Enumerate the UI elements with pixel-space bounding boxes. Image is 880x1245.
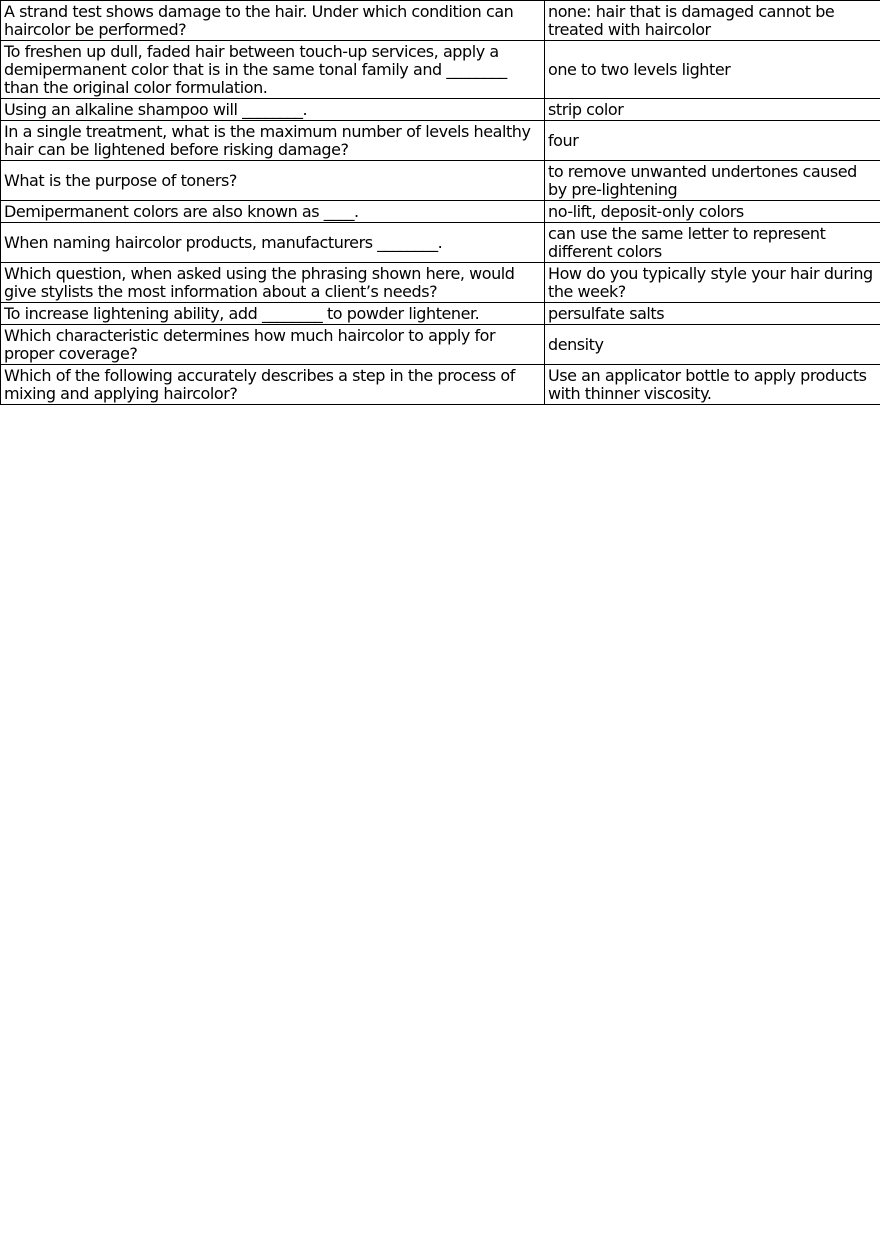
- answer-cell: density: [545, 325, 880, 365]
- question-cell: Which characteristic determines how much haircolor to apply for proper coverage?: [1, 325, 545, 365]
- table-row: [1, 365, 880, 405]
- question-cell: Which of the following accurately describes a step in the process of mixing and applying haircolor?: [1, 365, 545, 405]
- question-cell: When naming haircolor products, manufacturers ________.: [1, 223, 545, 263]
- answer-cell: one to two levels lighter: [545, 41, 880, 99]
- answer-cell: How do you typically style your hair during the week?: [545, 263, 880, 303]
- table-row: [1, 99, 880, 121]
- table-row: [1, 41, 880, 99]
- answer-cell: Use an applicator bottle to apply products with thinner viscosity.: [545, 365, 880, 405]
- answer-cell: can use the same letter to represent different colors: [545, 223, 880, 263]
- answer-cell: to remove unwanted undertones caused by pre-lightening: [545, 161, 880, 201]
- question-cell: Which question, when asked using the phrasing shown here, would give stylists the most information about a client’s needs?: [1, 263, 545, 303]
- table-row: [1, 325, 880, 365]
- question-cell: Using an alkaline shampoo will ________.: [1, 99, 545, 121]
- table-row: [1, 223, 880, 263]
- question-cell: In a single treatment, what is the maximum number of levels healthy hair can be lightened before risking damage?: [1, 121, 545, 161]
- answer-cell: persulfate salts: [545, 303, 880, 325]
- table-row: [1, 263, 880, 303]
- answer-cell: four: [545, 121, 880, 161]
- table-row: [1, 303, 880, 325]
- table-row: [1, 1, 880, 41]
- question-cell: A strand test shows damage to the hair. Under which condition can haircolor be performed?: [1, 1, 545, 41]
- table-row: [1, 201, 880, 223]
- question-cell: What is the purpose of toners?: [1, 161, 545, 201]
- answer-cell: strip color: [545, 99, 880, 121]
- flashcard-sheet: [0, 0, 880, 405]
- table-row: [1, 161, 880, 201]
- question-cell: To increase lightening ability, add ________ to powder lightener.: [1, 303, 545, 325]
- table-row: [1, 121, 880, 161]
- question-cell: To freshen up dull, faded hair between touch-up services, apply a demipermanent color that is in the same tonal family and ________ than the original color formulation.: [1, 41, 545, 99]
- answer-cell: none: hair that is damaged cannot be treated with haircolor: [545, 1, 880, 41]
- flashcard-table: [0, 0, 880, 405]
- answer-cell: no-lift, deposit-only colors: [545, 201, 880, 223]
- question-cell: Demipermanent colors are also known as ____.: [1, 201, 545, 223]
